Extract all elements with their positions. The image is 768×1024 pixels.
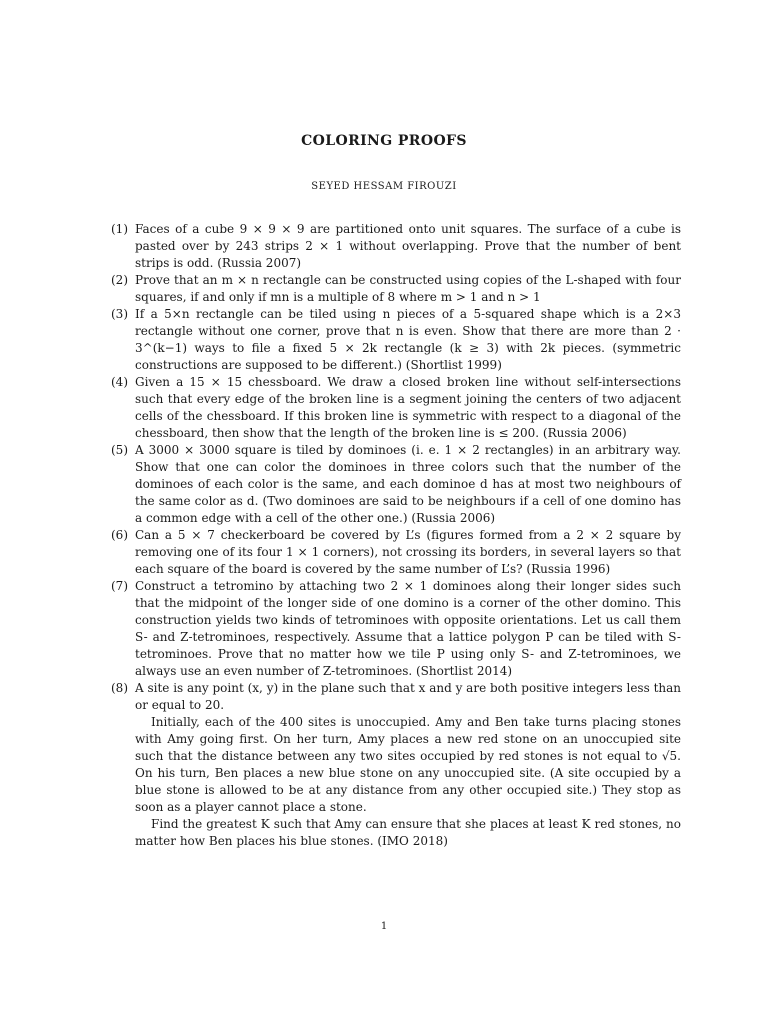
problem-number: (2) xyxy=(111,273,128,287)
problem-text: A 3000 × 3000 square is tiled by dominoes (i. e. 1 × 2 rectangles) in an arbitrary way. Show that one can color the dominoes in three colors such that the number of the dominoes of each color is the same, and each dominoe d has at most two neighbours of the same color as d. (Two dominoes are said to be neighbours if a cell of one domino has a common edge with a cell of the other one.) (Russia 2006) xyxy=(135,443,681,525)
problem-paragraph: Find the greatest K such that Amy can ensure that she places at least K red stones, no matter how Ben places his blue stones. (IMO 2018) xyxy=(135,817,681,848)
problem-text: Faces of a cube 9 × 9 × 9 are partitioned onto unit squares. The surface of a cube is pasted over by 243 strips 2 × 1 without overlapping. Prove that the number of bent strips is odd. (Russia 2007) xyxy=(135,222,681,270)
problem-item xyxy=(111,221,681,272)
problem-text: Prove that an m × n rectangle can be constructed using copies of the L-shaped with four squares, if and only if mn is a multiple of 8 where m > 1 and n > 1 xyxy=(135,273,681,304)
problem-item xyxy=(111,527,681,578)
problem-number: (7) xyxy=(111,579,128,593)
author-name: SEYED HESSAM FIROUZI xyxy=(311,181,457,192)
problem-text: Can a 5 × 7 checkerboard be covered by L’s (figures formed from a 2 × 2 square by removing one of its four 1 × 1 corners), not crossing its borders, in several layers so that each square of the board is covered by the same number of L’s? (Russia 1996) xyxy=(135,528,681,576)
paper-title: COLORING PROOFS xyxy=(301,133,467,149)
problem-item xyxy=(111,306,681,374)
page-number: 1 xyxy=(380,921,388,932)
problem-number: (6) xyxy=(111,528,128,542)
problem-item xyxy=(111,578,681,680)
problem-list xyxy=(111,221,681,850)
problem-item xyxy=(111,374,681,442)
problem-number: (1) xyxy=(111,222,128,236)
problem-number: (5) xyxy=(111,443,128,457)
problem-text: Construct a tetromino by attaching two 2 × 1 dominoes along their longer sides such that the midpoint of the longer side of one domino is a corner of the other domino. This construction yields two kinds of tetrominoes with opposite orientations. Let us call them S- and Z-tetrominoes, respectively. Assume that a lattice polygon P can be tiled with S-tetrominoes. Prove that no matter how we tile P using only S- and Z-tetrominoes, we always use an even number of Z-tetrominoes. (Shortlist 2014) xyxy=(135,579,681,678)
problem-text: A site is any point (x, y) in the plane such that x and y are both positive integers less than or equal to 20. xyxy=(135,681,681,712)
problem-text: If a 5×n rectangle can be tiled using n pieces of a 5-squared shape which is a 2×3 rectangle without one corner, prove that n is even. Show that there are more than 2 · 3^(k−1) ways to file a fixed 5 × 2k rectangle (k ≥ 3) with 2k pieces. (symmetric constructions are supposed to be different.) (Shortlist 1999) xyxy=(135,307,681,372)
problem-number: (4) xyxy=(111,375,128,389)
problem-paragraph: Initially, each of the 400 sites is unoccupied. Amy and Ben take turns placing stones with Amy going first. On her turn, Amy places a new red stone on an unoccupied site such that the distance between any two sites occupied by red stones is not equal to √5. On his turn, Ben places a new blue stone on any unoccupied site. (A site occupied by a blue stone is allowed to be at any distance from any other occupied site.) They stop as soon as a player cannot place a stone. xyxy=(135,715,681,814)
problem-item xyxy=(111,442,681,527)
problem-item xyxy=(111,680,681,850)
problem-number: (3) xyxy=(111,307,128,321)
problem-item xyxy=(111,272,681,306)
problem-text: Given a 15 × 15 chessboard. We draw a closed broken line without self-intersections such that every edge of the broken line is a segment joining the centers of two adjacent cells of the chessboard. If this broken line is symmetric with respect to a diagonal of the chessboard, then show that the length of the broken line is ≤ 200. (Russia 2006) xyxy=(135,375,681,440)
problem-number: (8) xyxy=(111,681,128,695)
